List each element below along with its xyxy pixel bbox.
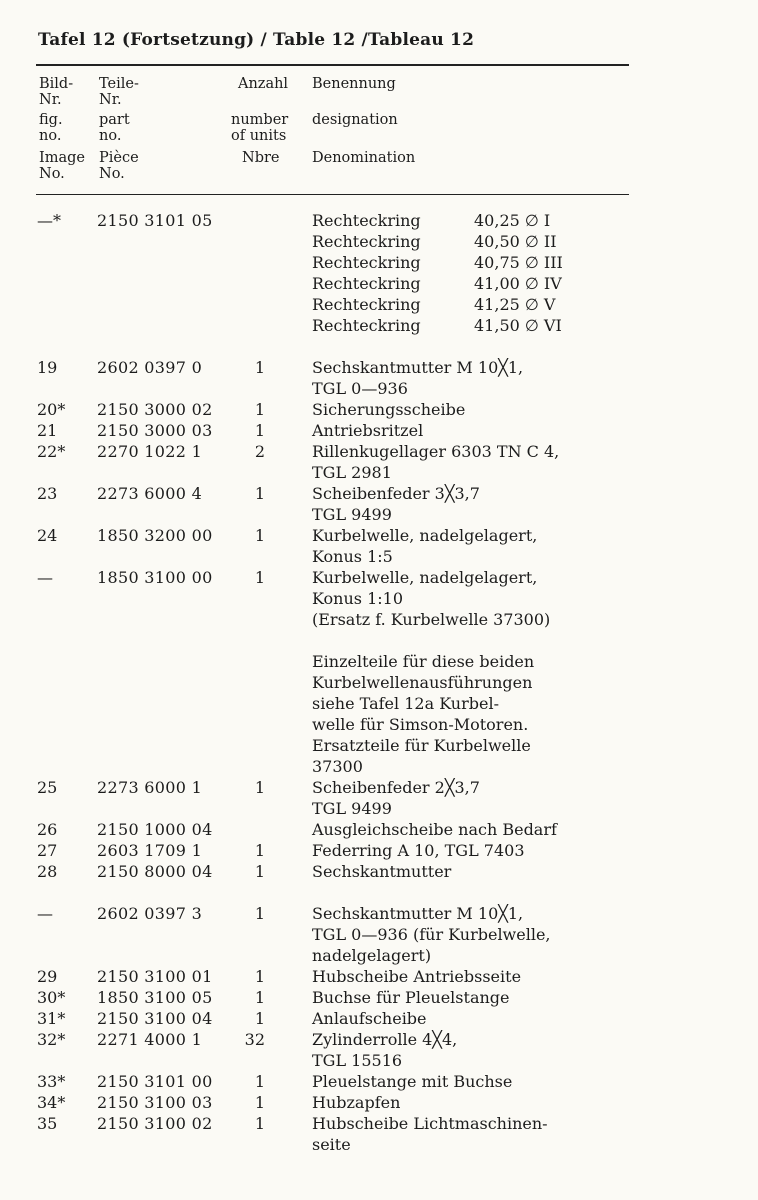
quantity: 1 <box>254 1114 265 1133</box>
table-row-rings <box>0 210 758 336</box>
part-number: 2150 3100 04 <box>97 1009 213 1028</box>
table-row <box>0 567 758 630</box>
designation <box>312 441 752 483</box>
table-row <box>0 1008 758 1029</box>
designation <box>312 567 752 630</box>
quantity: 1 <box>254 841 265 860</box>
ring-item <box>312 231 752 252</box>
designation <box>312 1092 752 1113</box>
quantity: 1 <box>254 862 265 881</box>
part-number: 2270 1022 1 <box>97 442 203 461</box>
quantity: 1 <box>254 1072 265 1091</box>
table-row <box>0 357 758 399</box>
ring-name: Rechteckring <box>312 274 421 293</box>
designation-line: Ersatzteile für Kurbelwelle <box>312 736 531 755</box>
title-rule <box>36 64 629 66</box>
part-number: 1850 3100 00 <box>97 568 213 587</box>
header-part-de: Teile- Nr. <box>99 76 139 108</box>
header-name-fr: Denomination <box>312 150 416 166</box>
designation-line: Einzelteile für diese beiden <box>312 652 535 671</box>
fig-number: 27 <box>37 841 58 860</box>
part-number: 2150 8000 04 <box>97 862 213 881</box>
designation-line: TGL 0—936 (für Kurbelwelle, <box>312 925 551 944</box>
designation <box>312 420 752 441</box>
table-row <box>0 777 758 819</box>
designation-line: TGL 15516 <box>312 1051 403 1070</box>
designation-line: TGL 9499 <box>312 505 392 524</box>
part-number: 2150 3101 05 <box>97 211 213 230</box>
column-header <box>0 74 758 184</box>
table-row <box>0 525 758 567</box>
fig-number: 23 <box>37 484 58 503</box>
designation <box>312 903 752 966</box>
designation-line: welle für Simson-Motoren. <box>312 715 529 734</box>
part-number: 2602 0397 3 <box>97 904 203 923</box>
designation <box>312 861 752 882</box>
ring-item <box>312 294 752 315</box>
table-row <box>0 987 758 1008</box>
ring-item <box>312 315 752 336</box>
ring-name: Rechteckring <box>312 253 421 272</box>
table-row <box>0 1029 758 1071</box>
header-fig-en: fig. no. <box>39 112 63 144</box>
table-row <box>0 651 758 777</box>
fig-number: 26 <box>37 820 58 839</box>
part-number: 2603 1709 1 <box>97 841 203 860</box>
quantity: 1 <box>254 904 265 923</box>
designation-line: Zylinderrolle 4╳4, <box>312 1030 458 1049</box>
header-rule <box>36 194 629 195</box>
designation <box>312 357 752 399</box>
table-row <box>0 819 758 840</box>
quantity: 2 <box>254 442 265 461</box>
part-number: 1850 3100 05 <box>97 988 213 1007</box>
designation <box>312 819 752 840</box>
designation <box>312 966 752 987</box>
part-number: 2150 3000 02 <box>97 400 213 419</box>
table-row <box>0 441 758 483</box>
designation-line: Federring A 10, TGL 7403 <box>312 841 525 860</box>
designation-line: Hubscheibe Lichtmaschinen- <box>312 1114 548 1133</box>
designation-line: Buchse für Pleuelstange <box>312 988 510 1007</box>
ring-size: 40,25 ∅ I <box>474 211 551 230</box>
designation-line: Rillenkugellager 6303 TN C 4, <box>312 442 560 461</box>
table-row <box>0 420 758 441</box>
designation-line: nadelgelagert) <box>312 946 432 965</box>
designation-line: siehe Tafel 12a Kurbel- <box>312 694 499 713</box>
fig-number: 29 <box>37 967 58 986</box>
designation-line: Antriebsritzel <box>312 421 424 440</box>
designation-line: Kurbelwelle, nadelgelagert, <box>312 568 538 587</box>
part-number: 2273 6000 1 <box>97 778 203 797</box>
quantity: 1 <box>254 1009 265 1028</box>
designation-line: Anlaufscheibe <box>312 1009 427 1028</box>
table-row <box>0 1071 758 1092</box>
designation-line: Sechskantmutter M 10╳1, <box>312 358 524 377</box>
part-number: 2150 3101 00 <box>97 1072 213 1091</box>
quantity: 1 <box>254 568 265 587</box>
header-name-de: Benennung <box>312 76 396 92</box>
fig-number: 31* <box>37 1009 66 1028</box>
part-number: 2150 1000 04 <box>97 820 213 839</box>
ring-item <box>312 252 752 273</box>
designation <box>312 1071 752 1092</box>
ring-name: Rechteckring <box>312 232 421 251</box>
parts-table <box>0 210 758 1155</box>
designation-line: Pleuelstange mit Buchse <box>312 1072 513 1091</box>
fig-number: — <box>37 904 53 923</box>
fig-number: 19 <box>37 358 58 377</box>
quantity: 1 <box>254 421 265 440</box>
designation-line: Konus 1:5 <box>312 547 393 566</box>
designation-line: Kurbelwellenausführungen <box>312 673 533 692</box>
designation <box>312 987 752 1008</box>
designation-line: (Ersatz f. Kurbelwelle 37300) <box>312 610 551 629</box>
ring-size: 41,50 ∅ VI <box>474 316 562 335</box>
fig-number: 25 <box>37 778 58 797</box>
quantity: 1 <box>254 400 265 419</box>
quantity: 1 <box>254 484 265 503</box>
header-fig-de: Bild- Nr. <box>39 76 74 108</box>
header-qty-fr: Nbre <box>242 150 280 166</box>
designation-line: TGL 2981 <box>312 463 392 482</box>
part-number: 2273 6000 4 <box>97 484 203 503</box>
designation-line: TGL 0—936 <box>312 379 408 398</box>
designation-line: Sicherungsscheibe <box>312 400 466 419</box>
row-gap <box>0 882 758 903</box>
ring-name: Rechteckring <box>312 316 421 335</box>
fig-number: 34* <box>37 1093 66 1112</box>
table-row <box>0 840 758 861</box>
header-qty-de: Anzahl <box>238 76 289 92</box>
designation-line: Scheibenfeder 2╳3,7 <box>312 778 480 797</box>
table-row <box>0 1092 758 1113</box>
ring-list <box>312 210 752 336</box>
designation-line: Kurbelwelle, nadelgelagert, <box>312 526 538 545</box>
page-title: Tafel 12 (Fortsetzung) / Table 12 /Tableau 12 <box>38 30 475 50</box>
ring-size: 41,00 ∅ IV <box>474 274 562 293</box>
fig-number: 21 <box>37 421 58 440</box>
designation <box>312 525 752 567</box>
designation <box>312 840 752 861</box>
designation-line: TGL 9499 <box>312 799 392 818</box>
quantity: 32 <box>244 1030 265 1049</box>
part-number: 2150 3100 02 <box>97 1114 213 1133</box>
fig-number: 28 <box>37 862 58 881</box>
fig-number: 33* <box>37 1072 66 1091</box>
quantity: 1 <box>254 967 265 986</box>
header-fig-fr: Image No. <box>39 150 85 182</box>
designation-line: seite <box>312 1135 351 1154</box>
table-row <box>0 1113 758 1155</box>
quantity: 1 <box>254 778 265 797</box>
part-number: 2150 3000 03 <box>97 421 213 440</box>
designation-line: Konus 1:10 <box>312 589 403 608</box>
designation-line: Sechskantmutter M 10╳1, <box>312 904 524 923</box>
quantity: 1 <box>254 1093 265 1112</box>
ring-name: Rechteckring <box>312 211 421 230</box>
fig-number: 35 <box>37 1114 58 1133</box>
table-row <box>0 861 758 882</box>
row-gap <box>0 630 758 651</box>
fig-number: —* <box>37 211 61 230</box>
quantity: 1 <box>254 526 265 545</box>
fig-number: 32* <box>37 1030 66 1049</box>
designation <box>312 651 752 777</box>
quantity: 1 <box>254 358 265 377</box>
table-row <box>0 399 758 420</box>
quantity: 1 <box>254 988 265 1007</box>
fig-number: 30* <box>37 988 66 1007</box>
header-part-en: part no. <box>99 112 130 144</box>
fig-number: 20* <box>37 400 66 419</box>
designation <box>312 399 752 420</box>
designation-line: Hubzapfen <box>312 1093 401 1112</box>
fig-number: — <box>37 568 53 587</box>
row-gap <box>0 336 758 357</box>
part-number: 2602 0397 0 <box>97 358 203 377</box>
fig-number: 22* <box>37 442 66 461</box>
ring-size: 40,75 ∅ III <box>474 253 563 272</box>
ring-item <box>312 210 752 231</box>
header-qty-en: number of units <box>231 112 289 144</box>
designation-line: Scheibenfeder 3╳3,7 <box>312 484 480 503</box>
designation-line: 37300 <box>312 757 363 776</box>
table-row <box>0 903 758 966</box>
part-number: 2271 4000 1 <box>97 1030 203 1049</box>
table-row <box>0 966 758 987</box>
header-name-en: designation <box>312 112 398 128</box>
part-number: 2150 3100 03 <box>97 1093 213 1112</box>
designation-line: Ausgleichscheibe nach Bedarf <box>312 820 557 839</box>
designation <box>312 1008 752 1029</box>
ring-name: Rechteckring <box>312 295 421 314</box>
part-number: 2150 3100 01 <box>97 967 213 986</box>
designation <box>312 1029 752 1071</box>
ring-size: 41,25 ∅ V <box>474 295 556 314</box>
ring-item <box>312 273 752 294</box>
ring-size: 40,50 ∅ II <box>474 232 557 251</box>
designation <box>312 483 752 525</box>
designation-line: Sechskantmutter <box>312 862 452 881</box>
designation <box>312 777 752 819</box>
header-part-fr: Pièce No. <box>99 150 139 182</box>
fig-number: 24 <box>37 526 58 545</box>
part-number: 1850 3200 00 <box>97 526 213 545</box>
designation <box>312 1113 752 1155</box>
designation-line: Hubscheibe Antriebsseite <box>312 967 522 986</box>
table-rows <box>0 357 758 1155</box>
table-row <box>0 483 758 525</box>
